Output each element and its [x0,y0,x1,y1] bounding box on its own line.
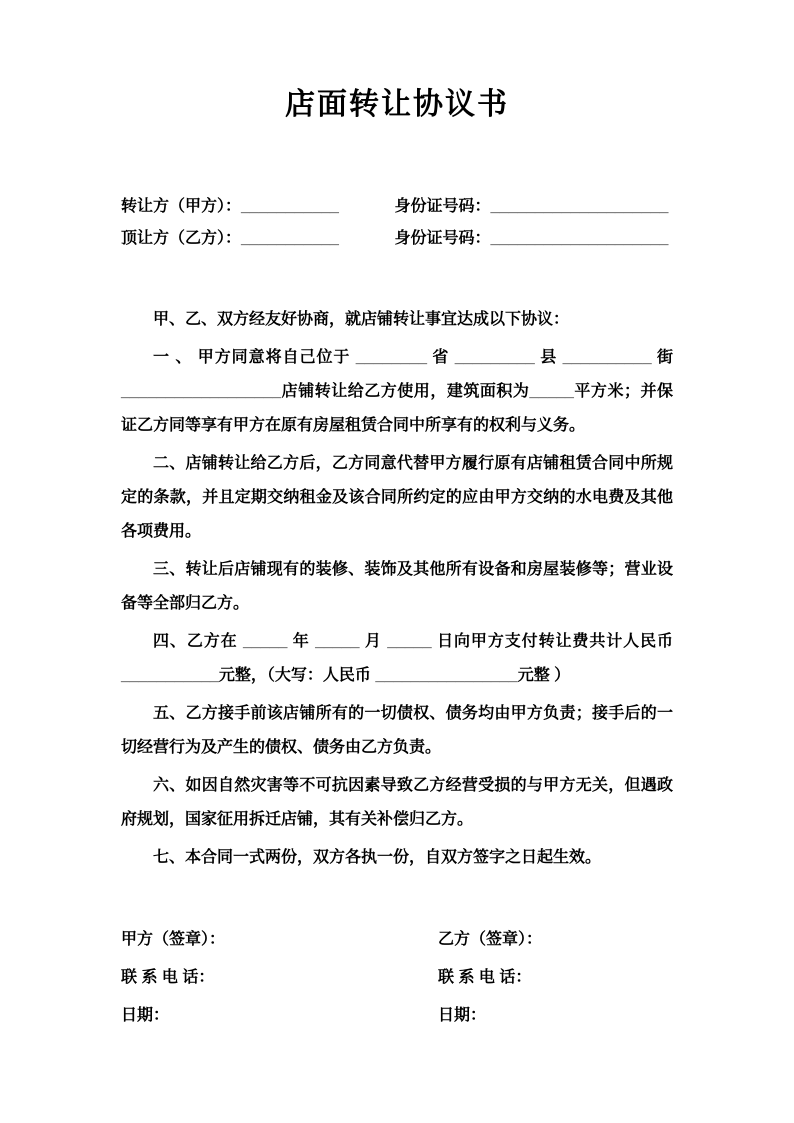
party-a-left [121,191,390,223]
clause-3: 三、转让后店铺现有的装修、装饰及其他所有设备和房屋装修等；营业设备等全部归乙方。 [121,561,673,612]
party-b-id-blank: ____________________ [490,230,669,247]
party-a-date-label: 日期： [121,1007,170,1024]
party-a-id-blank: ____________________ [490,198,669,215]
signature-section [121,921,673,1035]
party-b-right [394,223,668,255]
party-b-label: 顶让方（乙方）： [121,230,242,247]
clause-4: 四、乙方在 _____ 年 _____ 月 _____ 日向甲方支付转让费共计人民币___________元整，（大写：人民币 ________________元整 ） [121,633,673,684]
party-b-phone-label: 联 系 电 话： [438,969,532,986]
party-a-name-blank: ___________ [241,198,339,215]
party-b-date-label: 日期： [438,1007,487,1024]
party-a-row [121,191,673,223]
signature-party-b [438,921,673,1035]
party-a-label: 转让方（甲方）： [121,198,242,215]
clause-7: 七、本合同一式两份，双方各执一份，自双方签字之日起生效。 [153,849,602,866]
party-a-right [394,191,668,223]
clause-6: 六、如因自然灾害等不可抗因素导致乙方经营受损的与甲方无关，但遇政府规划，国家征用拆迁店铺，其有关补偿归乙方。 [121,777,673,828]
intro-paragraph: 甲、乙、双方经友好协商，就店铺转让事宜达成以下协议： [153,311,570,328]
document-title: 店面转让协议书 [285,88,509,121]
clause-2: 二、店铺转让给乙方后，乙方同意代替甲方履行原有店铺租赁合同中所规定的条款，并且定期交纳租金及该合同所约定的应由甲方交纳的水电费及其他各项费用。 [121,455,673,540]
agreement-body [121,303,673,875]
party-b-left [121,223,390,255]
party-a-phone-label: 联 系 电 话： [121,969,215,986]
party-b-sign-label: 乙方（签章）： [438,931,543,948]
clause-5: 五、乙方接手前该店铺所有的一切债权、债务均由甲方负责；接手后的一切经营行为及产生的债权、债务由乙方负责。 [121,705,673,756]
party-b-name-blank: ___________ [241,230,339,247]
clause-1: 一 、 甲方同意将自己位于 ________ 省 _________ 县 __________ 街__________________店铺转让给乙方使用，建筑面积为_____平方米；并保证乙方同等享有甲方在原有房屋租赁合同中所享有的权利与义务。 [121,349,673,434]
party-b-row [121,223,673,255]
party-a-id-label: 身份证号码： [394,198,491,215]
party-a-sign-label: 甲方（签章）： [121,931,226,948]
party-b-id-label: 身份证号码： [394,230,491,247]
party-info-section [121,191,673,255]
signature-party-a [121,921,438,1035]
